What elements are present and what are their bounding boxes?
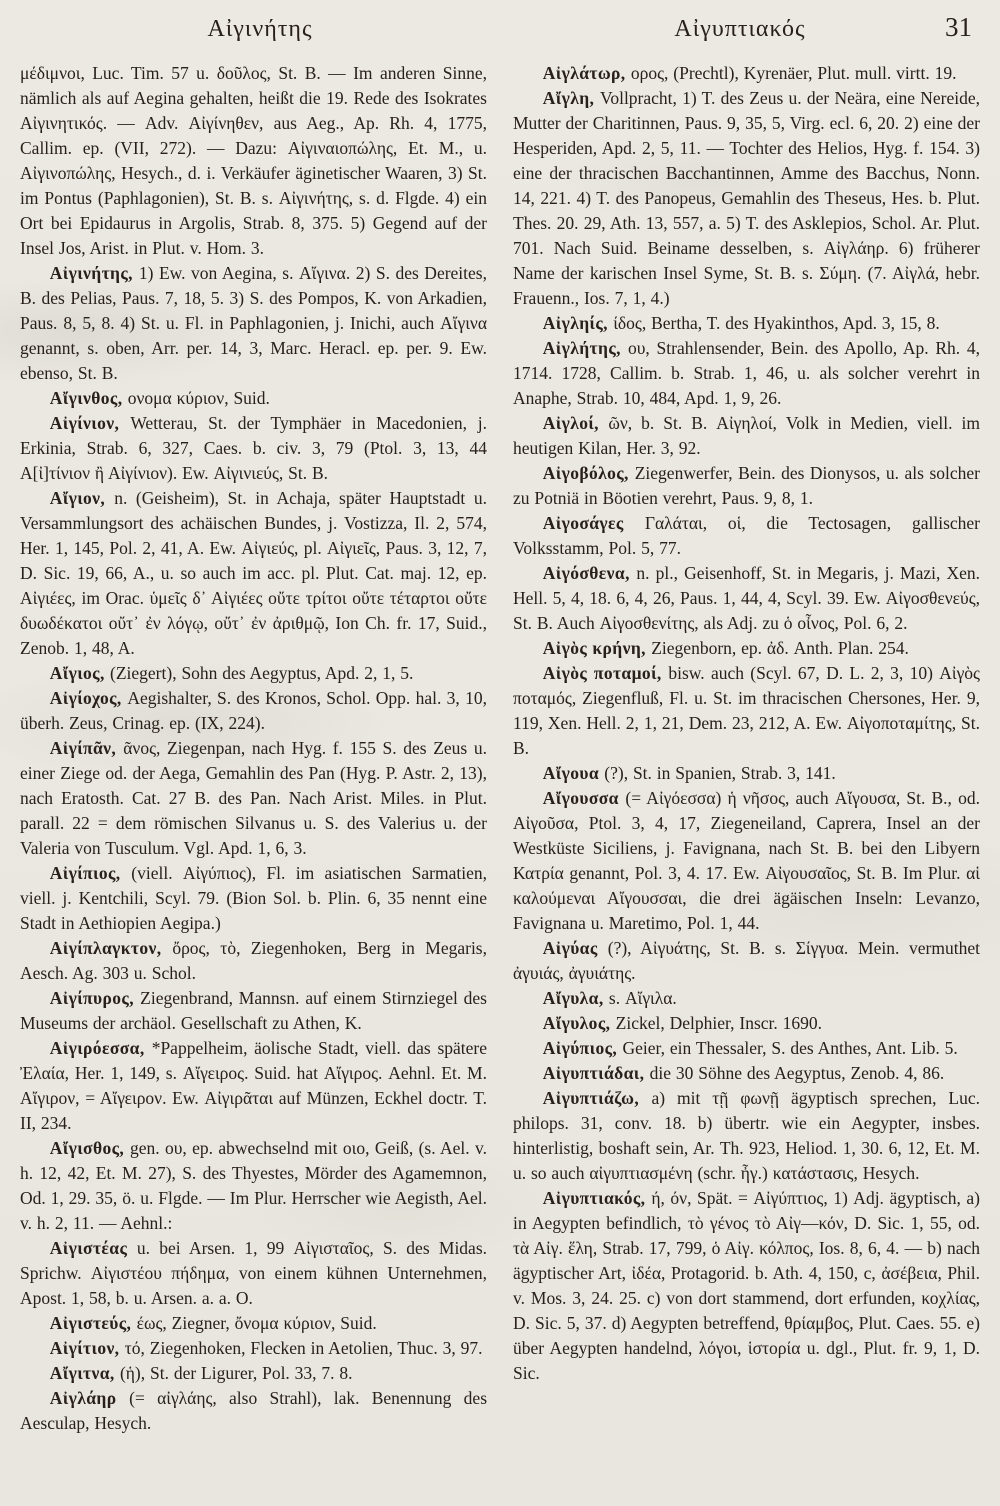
dictionary-entry: Αἰγὸς ποταμοί, bisw. auch (Scyl. 67, D. L. 2, 3, 10) Αἰγὸς ποταμός, Ziegenfluß, Fl. u. St. im thracischen Chersones, Her. 9, 119, Xen. Hell. 2, 1, 21, Dem. 23, 212, A. Ew. Αἰγοποταμίτης, St. B. <box>513 663 980 758</box>
page-number: 31 <box>945 12 972 42</box>
dictionary-entry: Αἰγλάηρ (= αἰγλάης, also Strahl), lak. Benennung des Aesculap, Hesych. <box>20 1388 487 1433</box>
dictionary-entry: Αἴγιος, (Ziegert), Sohn des Aegyptus, Apd. 2, 1, 5. <box>49 663 414 683</box>
entry-headword: Αἰγίοχος, <box>49 688 128 708</box>
entry-headword: Αἰγλήτης, <box>542 338 629 358</box>
entry-headword: Αἴγλη, <box>542 88 600 108</box>
dictionary-entry: Αἴγουσσα (= Αἰγόεσσα) ἡ νῆσος, auch Αἴγουσα, St. B., od. Αἰγοῦσα, Ptol. 3, 4, 17, Ziegeneiland, Caprera, Insel an der Westküste Siciliens, j. Favignana, nach St. B. bei den Libyern Κατρία genannt, Pol. 3, 4. 17. Ew. Αἰγουσαῖος, St. B. Im Plur. αἱ καλούμεναι Αἴγουσσαι, die drei ägäischen Inseln: Levanzo, Favignana u. Maretimo, Pol. 1, 44. <box>513 788 980 933</box>
entry-headword: Αἰγίπλαγκτον, <box>49 938 173 958</box>
entry-headword: Αἰγίτιον, <box>49 1338 125 1358</box>
entry-headword: Αἰγλοί, <box>542 413 609 433</box>
dictionary-entry: Αἰγίπλαγκτον, ὄρος, τὸ, Ziegenhoken, Berg in Megaris, Aesch. Ag. 303 u. Schol. <box>20 938 487 983</box>
dictionary-entry: Αἰγιστεύς, έως, Ziegner, ὄνομα κύριον, Suid. <box>49 1313 377 1333</box>
entry-headword: Αἴγισθος, <box>49 1138 130 1158</box>
dictionary-entry: Αἴγισθος, gen. ου, ep. abwechselnd mit οιο, Geiß, (s. Ael. v. h. 12, 42, Et. M. 27), S. des Thyestes, Mörder des Agamemnon, Od. 1, 29. 35, ö. u. Flgde. — Im Plur. Herrscher wie Aegisth, Ael. v. h. 2, 11. — Aehnl.: <box>20 1138 487 1233</box>
entry-headword: Αἰγίπιος, <box>49 863 132 883</box>
text-column-right <box>513 61 980 1436</box>
dictionary-entry: Αἰγλοί, ῶν, b. St. B. Αἰγηλοί, Volk in Medien, viell. im heutigen Kilan, Her. 3, 92. <box>513 413 980 458</box>
dictionary-entry: Αἰγίπυρος, Ziegenbrand, Mannsn. auf einem Stirnziegel des Museums der archäol. Gesellschaft zu Athen, K. <box>20 988 487 1033</box>
dictionary-entry: Αἰγινήτης, 1) Ew. von Aegina, s. Αἴγινα. 2) S. des Dereites, B. des Pelias, Paus. 7, 18, 5. 3) S. des Pompos, K. von Arkadien, Paus. 8, 5, 8. 4) St. u. Fl. in Paphlagonien, j. Inichi, auch Αἴγινα genannt, s. oben, Arr. per. 14, 3, Marc. Heracl. ep. per. 9. Ew. ebenso, St. B. <box>20 263 487 383</box>
entry-headword: Αἰγληίς, <box>542 313 614 333</box>
dictionary-entry: Αἴγιον, n. (Geisheim), St. in Achaja, später Hauptstadt u. Versammlungsort des achäischen Bundes, j. Vostizza, Il. 2, 574, Her. 1, 145, Pol. 2, 41, A. Ew. Αἰγιεύς, pl. Αἰγιεῖς, Paus. 3, 12, 7, D. Sic. 19, 66, A., u. so auch im acc. pl. Plut. Cat. maj. 12, ep. Αἰγιέες, im Orac. ὑμεῖς δ᾽ Αἰγιέες οὔτε τρίτοι οὔτε τέταρτοι οὔτε δυωδέκατοι οὔτ᾽ ἐν λόγῳ, οὔτ᾽ ἐν ἀριθμῷ, Ion Ch. fr. 17, Suid., Zenob. 1, 48, A. <box>20 488 487 658</box>
entry-headword: Αἴγουσσα <box>542 788 626 808</box>
entry-headword: Αἰγυπτιάδαι, <box>542 1063 650 1083</box>
entry-headword: Αἰγίπυρος, <box>49 988 141 1008</box>
dictionary-entry: Αἰγίπιος, (viell. Αἰγύπιος), Fl. im asiatischen Sarmatien, viell. j. Kentchili, Scyl. 79. (Bion Sol. b. Plin. 6, 35 nennt eine Stadt in Aethiopien Aegipa.) <box>20 863 487 933</box>
dictionary-entry: Αἰγιστέας u. bei Arsen. 1, 99 Αἰγισταῖος, S. des Midas. Sprichw. Αἰγιστέου πήδημα, von einem kühnen Unternehmen, Apost. 1, 58, b. u. Arsen. a. a. O. <box>20 1238 488 1308</box>
dictionary-entry: Αἰγόσθενα, n. pl., Geisenhoff, St. in Megaris, j. Mazi, Xen. Hell. 5, 4, 18. 6, 4, 26, Paus. 1, 44, 4, Scyl. 39. Ew. Αἰγοσθενεύς, St. B. Auch Αἰγοσθενίτης, als Adj. zu ὁ οἶνος, Pol. 6, 2. <box>513 563 980 633</box>
entry-headword: Αἰγύπιος, <box>542 1038 623 1058</box>
dictionary-entry: Αἰγυπτιάδαι, die 30 Söhne des Aegyptus, Zenob. 4, 86. <box>542 1063 945 1083</box>
entry-headword: Αἴγιον, <box>49 488 115 508</box>
entry-headword: Αἴγουα <box>542 763 605 783</box>
dictionary-entry: Αἰγοβόλος, Ziegenwerfer, Bein. des Dionysos, u. als solcher zu Potniä in Böotien verehrt, Paus. 9, 8, 1. <box>513 463 980 508</box>
dictionary-entry: Αἴγυλος, Zickel, Delphier, Inscr. 1690. <box>542 1013 823 1033</box>
dictionary-entry: Αἴγυλα, s. Αἴγιλα. <box>542 988 677 1008</box>
entry-headword: Αἰγυπτιάζω, <box>542 1088 652 1108</box>
dictionary-entry: Αἰγίπᾶν, ᾶνος, Ziegenpan, nach Hyg. f. 155 S. des Zeus u. einer Ziege od. der Aega, Gemahlin des Pan (Hyg. P. Astr. 2, 13), nach Eratosth. Cat. 27 B. des Pan. Nach Arist. Miles. in Plut. parall. 22 = dem römischen Silvanus u. S. des Valerius u. der Valeria von Tusculum. Vgl. Apd. 1, 6, 3. <box>20 738 487 858</box>
entry-headword: Αἴγυλα, <box>542 988 609 1008</box>
dictionary-entry: Αἴγινθος, ονομα κύριον, Suid. <box>49 388 270 408</box>
entry-headword: Αἴγιτνα, <box>49 1363 120 1383</box>
entry-headword: Αἰγίνιον, <box>49 413 131 433</box>
entry-headword: Αἰγιρόεσσα, <box>49 1038 152 1058</box>
dictionary-entry: Αἰγύας (?), Αἰγυάτης, St. B. s. Σίγγυα. Mein. vermuthet ἀγυιάς, ἀγυιάτης. <box>513 938 980 983</box>
page-header <box>0 0 1000 53</box>
dictionary-entry: Αἰγλήτης, ου, Strahlensender, Bein. des Apollo, Ap. Rh. 4, 1714. 1728, Callim. b. Strab. 1, 46, u. als solcher verehrt in Anaphe, Strab. 10, 484, Apd. 1, 9, 26. <box>513 338 980 408</box>
dictionary-entry: Αἰγύπιος, Geier, ein Thessaler, S. des Anthes, Ant. Lib. 5. <box>542 1038 958 1058</box>
entry-headword: Αἰγίπᾶν, <box>49 738 124 758</box>
dictionary-entry: Αἰγληίς, ίδος, Bertha, T. des Hyakinthos, Apd. 3, 15, 8. <box>542 313 940 333</box>
entry-headword: Αἰγοβόλος, <box>542 463 635 483</box>
entry-headword: Αἰγλάηρ <box>49 1388 130 1408</box>
dictionary-entry: Αἰγυπτιάζω, a) mit τῇ φωνῇ ägyptisch sprechen, Luc. philops. 31, conv. 18. b) übertr. wie ein Aegypter, insbes. hinterlistig, boshaft sein, Ar. Th. 923, Heliod. 1, 30. 6, 12, Et. M. u. so auch αἰγυπτιασμένη (schr. ἦγ.) κατάστασις, Hesych. <box>513 1088 980 1183</box>
dictionary-entry: Αἰγίνιον, Wetterau, St. der Tymphäer in Macedonien, j. Erkinia, Strab. 6, 327, Caes. b. civ. 3, 79 (Ptol. 3, 13, 44 Α[ἰ]τίνιον ἢ Αἰγίνιον). Ew. Αἰγινιεύς, St. B. <box>20 413 487 483</box>
entry-headword: Αἴγυλος, <box>542 1013 616 1033</box>
dictionary-entry: Αἰγιρόεσσα, *Pappelheim, äolische Stadt, viell. das spätere Ἐλαία, Her. 1, 149, s. Αἴγειρος. Suid. hat Αἴγιρος. Aehnl. Et. M. Αἴγιρον, = Αἴγειρον. Ew. Αἰγιρᾶται auf Münzen, Eckhel doctr. T. II, 234. <box>20 1038 487 1133</box>
entry-headword: Αἰγλάτωρ, <box>542 63 631 83</box>
entry-headword: Αἴγινθος, <box>49 388 128 408</box>
entry-headword: Αἰγοσάγες <box>542 513 645 533</box>
dictionary-entry: Αἰγίοχος, Aegishalter, S. des Kronos, Schol. Opp. hal. 3, 10, überh. Zeus, Crinag. ep. (IX, 224). <box>20 688 487 733</box>
text-column-left <box>20 61 487 1436</box>
dictionary-entry: μέδιμνοι, Luc. Tim. 57 u. δοῦλος, St. B. — Im anderen Sinne, nämlich als auf Aegina gehalten, heißt die 19. Rede des Isokrates Αἰγινητικός. — Adv. Αἰγίνηθεν, aus Aeg., Ap. Rh. 4, 1775, Callim. ep. (VII, 272). — Dazu: Αἰγιναιοπώλης, Et. M., u. Αἰγινοπώλης, Hesych., d. i. Verkäufer äginetischer Waaren, 3) St. im Pontus (Paphlagonien), St. B. s. Αἰγινήτης, s. d. Flgde. 4) ein Ort bei Epidaurus in Argolis, Strab. 8, 375. 5) Gegend auf der Insel Jos, Arist. in Plut. v. Hom. 3. <box>20 63 487 258</box>
dictionary-entry: Αἴγιτνα, (ἡ), St. der Ligurer, Pol. 33, 7. 8. <box>49 1363 353 1383</box>
dictionary-entry: Αἰγίτιον, τό, Ziegenhoken, Flecken in Aetolien, Thuc. 3, 97. <box>49 1338 483 1358</box>
running-head-right: Αἰγυπτιακός <box>674 16 806 42</box>
dictionary-entry: Αἴγουα (?), St. in Spanien, Strab. 3, 141. <box>542 763 836 783</box>
entry-headword: Αἰγὸς ποταμοί, <box>542 663 669 683</box>
dictionary-entry: Αἰγυπτιακός, ή, όν, Spät. = Αἰγύπτιος, 1) Adj. ägyptisch, a) in Aegypten befindlich, τὸ γένος τὸ Αἰγ—κόν, D. Sic. 1, 55, od. τὰ Αἰγ. ἕλη, Strab. 17, 799, ὁ Αἰγ. κόλπος, Ios. 8, 6, 4. — b) nach ägyptischer Art, ἰδέα, Protagorid. b. Ath. 4, 150, c, ἀσέβεια, Phil. v. Mos. 3, 24. 25. c) von dort stammend, dort erfunden, κοχλίας, D. Sic. 5, 37. d) Aegypten betreffend, θρίαμβος, Plut. Caes. 55. e) über Aegypten handelnd, λόγοι, ἱστορία u. dgl., Plut. fr. 9, 1, D. Sic. <box>513 1188 980 1383</box>
dictionary-entry: Αἰγοσάγες Γαλάται, οἱ, die Tectosagen, gallischer Volksstamm, Pol. 5, 77. <box>513 513 980 558</box>
dictionary-entry: Αἰγὸς κρήνη, Ziegenborn, ep. ἀδ. Anth. Plan. 254. <box>542 638 909 658</box>
entry-headword: Αἰγύας <box>542 938 608 958</box>
entry-headword: Αἰγινήτης, <box>49 263 139 283</box>
running-head-left: Αἰγινήτης <box>207 16 313 42</box>
dictionary-entry: Αἰγλάτωρ, ορος, (Prechtl), Kyrenäer, Plut. mull. virtt. 19. <box>542 63 957 83</box>
entry-headword: Αἰγόσθενα, <box>542 563 637 583</box>
entry-headword: Αἰγυπτιακός, <box>542 1188 652 1208</box>
entry-headword: Αἰγὸς κρήνη, <box>542 638 652 658</box>
entry-headword: Αἴγιος, <box>49 663 111 683</box>
entry-headword: Αἰγιστεύς, <box>49 1313 137 1333</box>
entry-headword: Αἰγιστέας <box>49 1238 137 1258</box>
text-columns <box>0 53 1000 1436</box>
dictionary-entry: Αἴγλη, Vollpracht, 1) T. des Zeus u. der Neära, eine Nereide, Mutter der Charitinnen, Paus. 9, 35, 5, Virg. ecl. 6, 20. 2) eine der Hesperiden, Apd. 2, 5, 11. — Tochter des Helios, Hyg. f. 154. 3) eine der thracischen Bacchantinnen, Amme des Bacchus, Nonn. 14, 221. 4) T. des Panopeus, Gemahlin des Theseus, Hes. b. Plut. Thes. 20. 29, Ath. 13, 557, a. 5) T. des Asklepios, Schol. Ar. Plut. 701. Nach Suid. Beiname desselben, s. Αἰγλάηρ. 6) früherer Name der karischen Insel Syme, St. B. s. Σύμη. (7. Αἰγλά, hebr. Frauenn., Ios. 7, 1, 4.) <box>513 88 980 308</box>
